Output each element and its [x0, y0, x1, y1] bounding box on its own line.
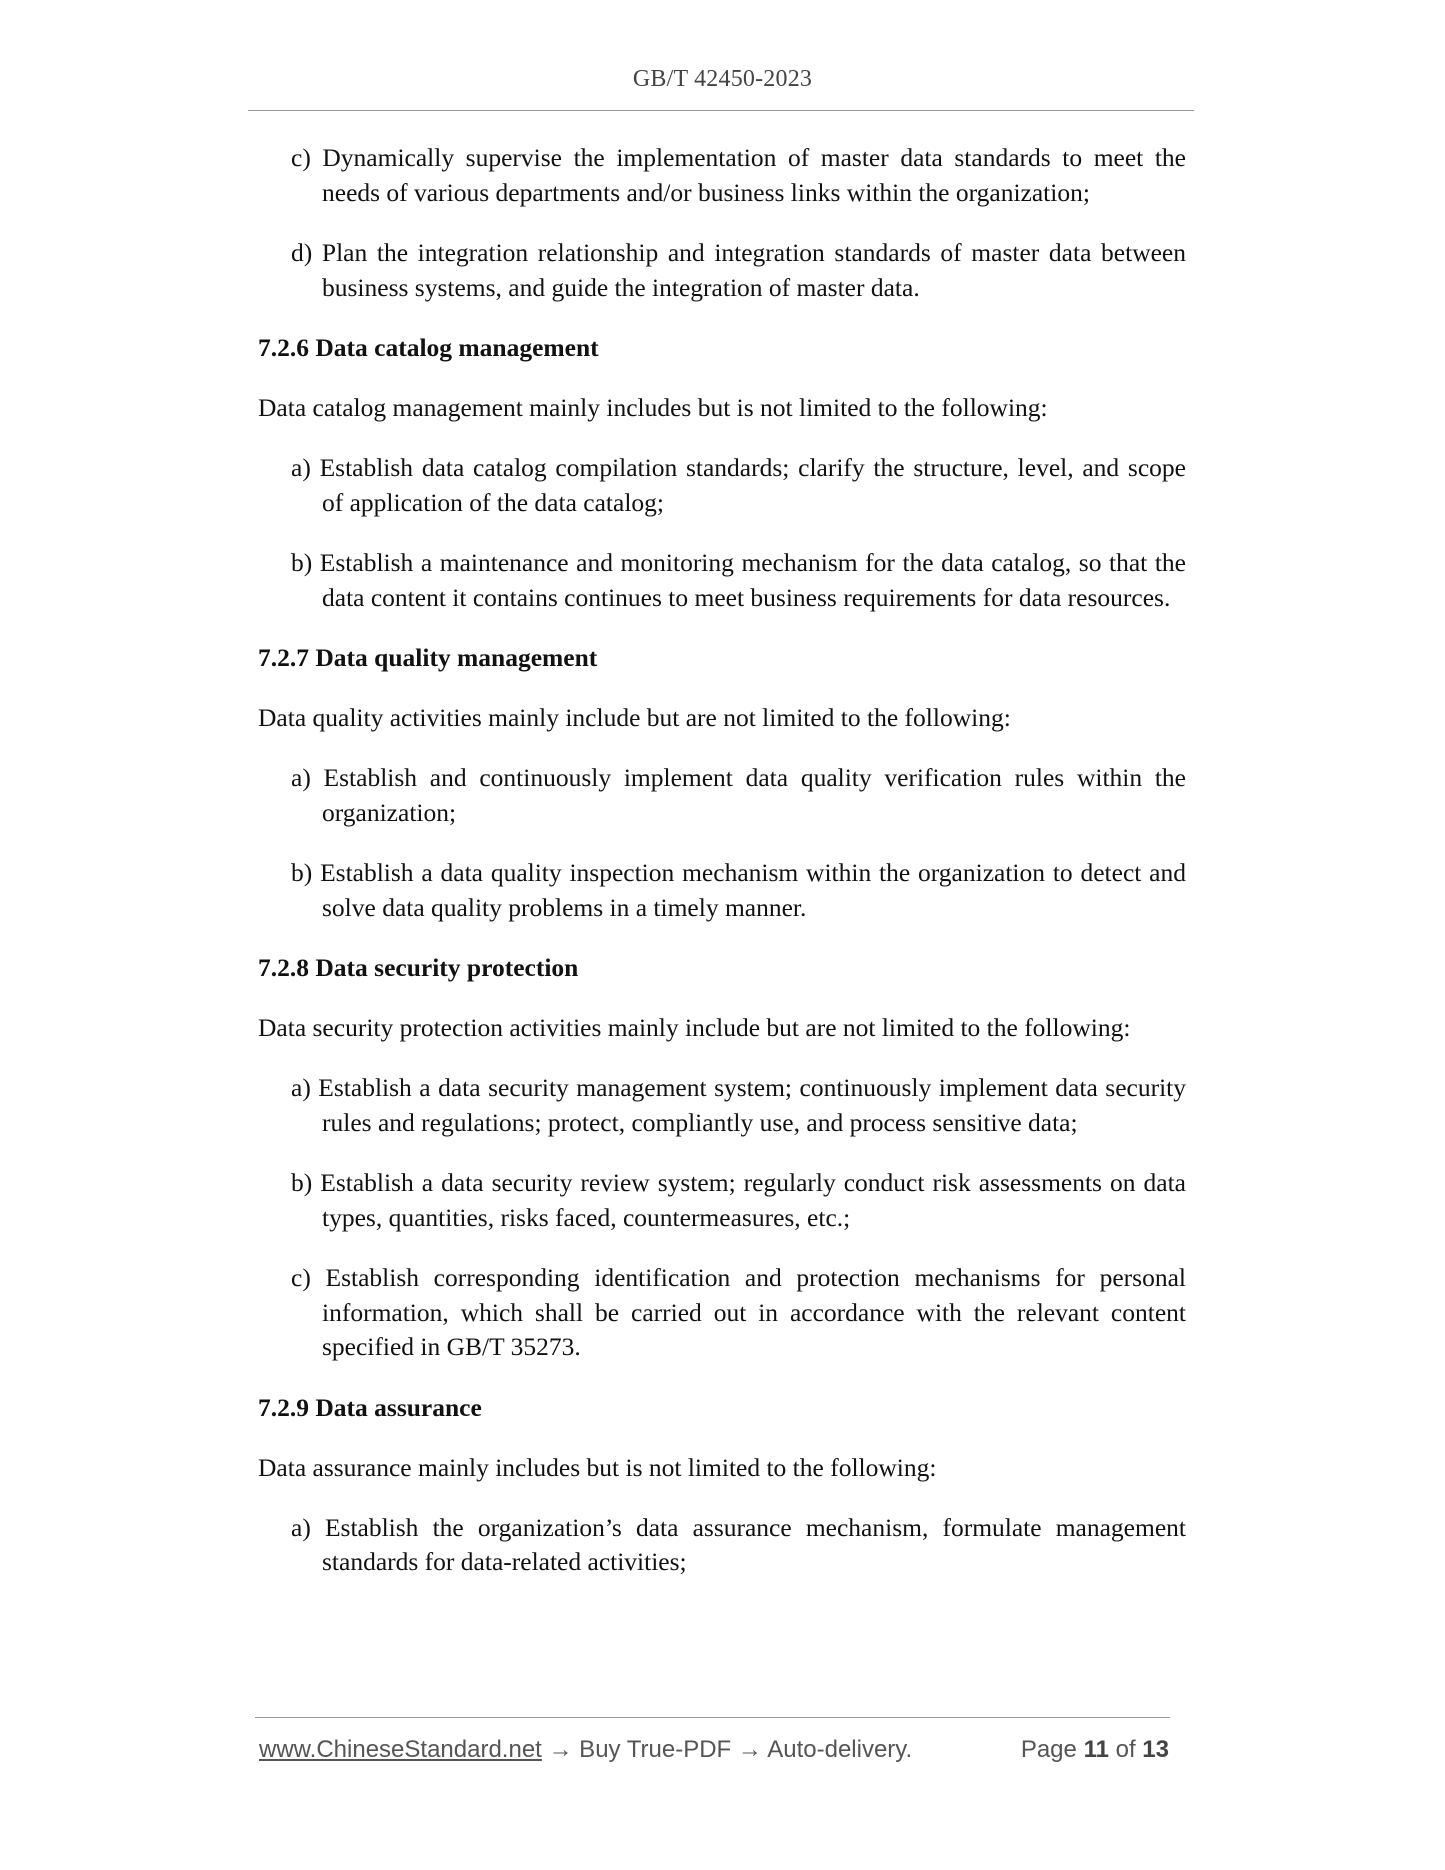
section-heading-7-2-9: 7.2.9 Data assurance: [258, 1392, 482, 1422]
footer-divider: [255, 1717, 1170, 1718]
list-item-d-master-data: d) Plan the integration relationship and integration standards of master data between business systems, and guide the integration of master data.: [291, 238, 1186, 302]
section-heading-7-2-6: 7.2.6 Data catalog management: [258, 333, 599, 362]
list-item-a-security: a) Establish a data security management system; continuously implement data security rules and regulations; protect, compliantly use, and process sensitive data;: [291, 1073, 1186, 1137]
footer-tagline: → Buy True-PDF → Auto-delivery.: [541, 1736, 913, 1763]
page-current: 11: [1083, 1736, 1109, 1763]
list-item-a-quality: a) Establish and continuously implement data quality verification rules within the organization;: [291, 763, 1186, 827]
list-item-a-catalog: a) Establish data catalog compilation standards; clarify the structure, level, and scope of application of the data catalog;: [291, 453, 1186, 517]
footer-promo: [259, 1735, 912, 1765]
page-number: [1021, 1735, 1169, 1765]
page-label: Page: [1020, 1736, 1077, 1763]
section-heading-7-2-8: 7.2.8 Data security protection: [258, 953, 579, 982]
list-item-b-security: b) Establish a data security review system; regularly conduct risk assessments on data types, quantities, risks faced, countermeasures, etc.;: [291, 1168, 1186, 1232]
section-intro-7-2-8: Data security protection activities mainly include but are not limited to the following:: [258, 1013, 1131, 1042]
document-header-title: GB/T 42450-2023: [632, 66, 813, 92]
section-heading-7-2-7: 7.2.7 Data quality management: [258, 643, 598, 672]
document-body: [258, 141, 1186, 1606]
page-of-label: of: [1115, 1736, 1136, 1763]
page-total: 13: [1142, 1736, 1169, 1763]
list-item-c-security: c) Establish corresponding identification and protection mechanisms for personal information, which shall be carried out in accordance with the relevant content specified in GB/T 35273.: [291, 1263, 1186, 1361]
section-intro-7-2-6: Data catalog management mainly includes but is not limited to the following:: [258, 393, 1048, 422]
list-item-b-quality: b) Establish a data quality inspection mechanism within the organization to detect and solve data quality problems in a timely manner.: [291, 858, 1186, 922]
header-divider: [248, 110, 1194, 111]
list-item-a-assurance: a) Establish the organization’s data assurance mechanism, formulate management standards for data-related activities;: [291, 1512, 1186, 1576]
section-intro-7-2-7: Data quality activities mainly include but are not limited to the following:: [258, 703, 1011, 732]
list-item-c-master-data: c) Dynamically supervise the implementation of master data standards to meet the needs of various departments and/or business links within the organization;: [291, 143, 1186, 207]
list-item-b-catalog: b) Establish a maintenance and monitoring mechanism for the data catalog, so that the data content it contains continues to meet business requirements for data resources.: [291, 548, 1186, 612]
website-link[interactable]: www.ChineseStandard.net: [259, 1736, 542, 1763]
section-intro-7-2-9: Data assurance mainly includes but is not limited to the following:: [258, 1452, 937, 1482]
